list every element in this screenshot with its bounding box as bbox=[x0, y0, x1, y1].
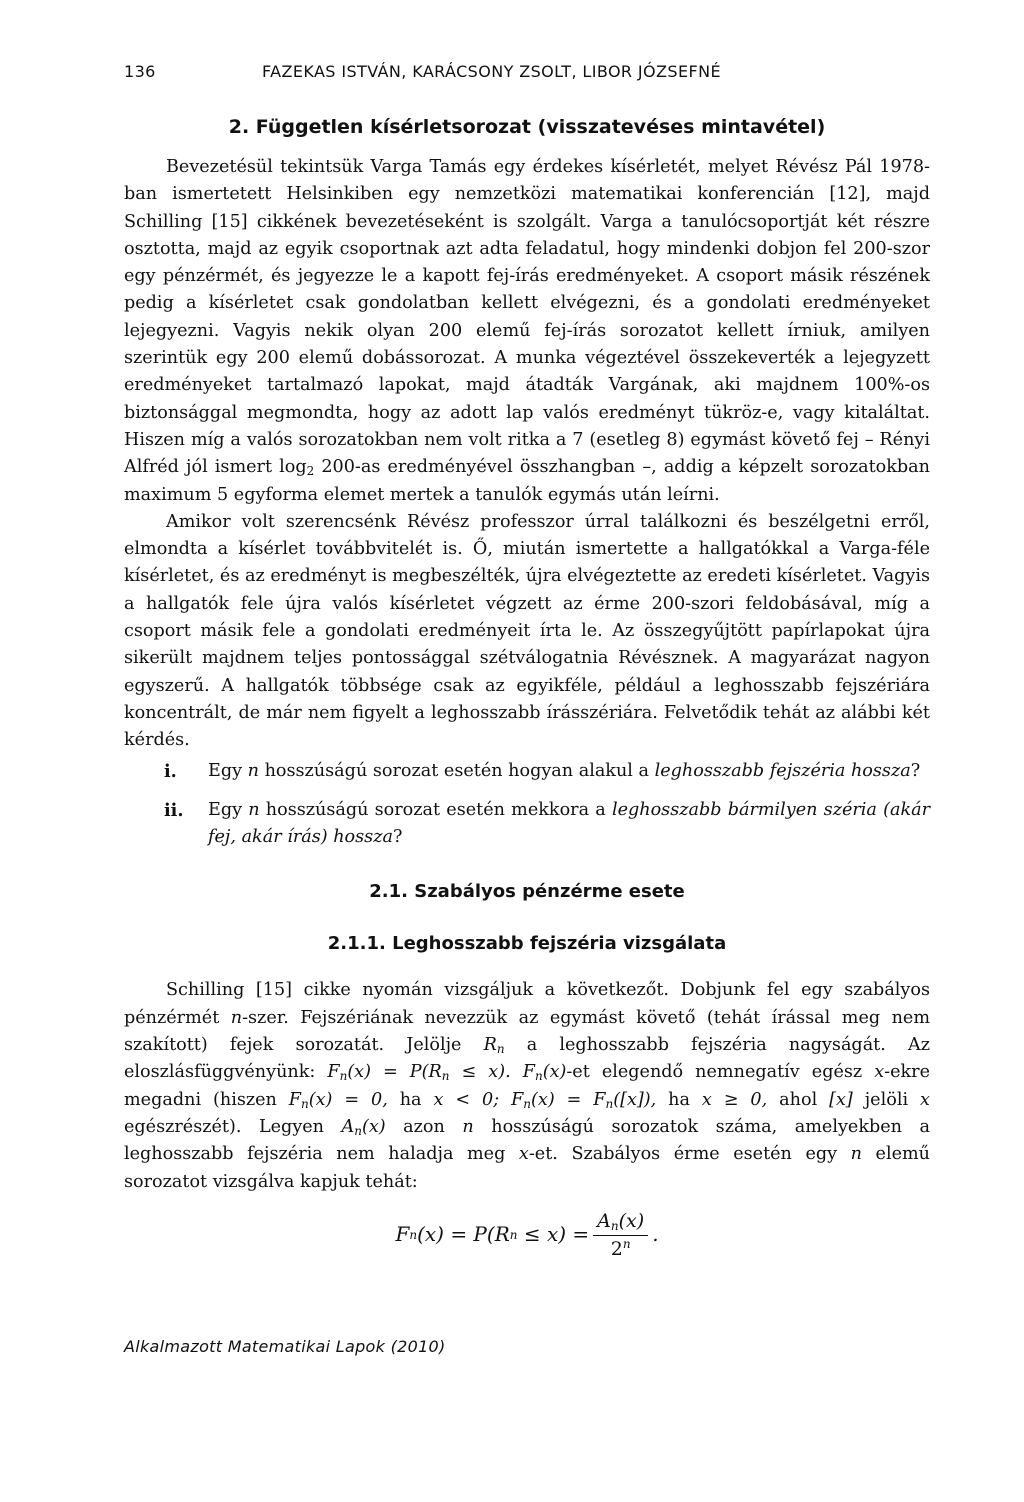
journal-footer: Alkalmazott Matematikai Lapok (2010) bbox=[124, 1337, 446, 1356]
running-header bbox=[124, 58, 930, 86]
formula-expression: F n (x) = P(R n ≤ x) = $\frac{A_n(x)}{2^n}$ . bbox=[395, 1209, 659, 1260]
question-emphasis: leghosszabb fejszéria hossza bbox=[654, 760, 911, 781]
question-number: ii. bbox=[164, 799, 184, 821]
running-title: FAZEKAS ISTVÁN, KARÁCSONY ZSOLT, LIBOR JÓZSEFNÉ bbox=[262, 62, 721, 81]
section-heading: 2. Független kísérletsorozat (visszatevéses mintavétel) bbox=[228, 116, 826, 138]
formula-fraction bbox=[593, 1208, 648, 1262]
page bbox=[124, 58, 930, 1268]
page-number: 136 bbox=[124, 62, 156, 81]
question-item bbox=[164, 758, 930, 785]
paragraph-intro-tail: 200-as eredményével összhangban –, addig a képzelt sorozatokban maximum 5 egyforma elemet mertek a tanulók egymás után leírni. bbox=[124, 457, 930, 505]
question-emphasis: leghosszabb bármilyen széria (akár fej, akár írás) hossza bbox=[208, 799, 931, 848]
paragraph-intro bbox=[124, 154, 930, 509]
question-item bbox=[164, 797, 930, 852]
paragraph-intro-text: Bevezetésül tekintsük Varga Tamás egy érdekes kísérletét, melyet Révész Pál 1978-ban ismertetett Helsinkiben egy nemzetközi matematikai konferencián [12], majd Schilling [15] cikkének bevezetéseként is szolgált. Varga a tanulócsoportját két részre osztotta, majd az egyik csoportnak azt adta feladatul, hogy mindenki dobjon fel 200-szor egy pénzérmét, és jegyezze le a kapott fej-írás eredményeket. A csoport másik részének pedig a kísérletet csak gondolatban kellett elvégezni, és a gondolati eredményeket lejegyezni. Vagyis nekik olyan 200 elemű fej-írás sorozatot kellett írniuk, amilyen szerintük egy 200 elemű dobássorozat. A munka végeztével összekeverték a lejegyzett eredményeket tartalmazó lapokat, majd átadták Vargának, aki majdnem 100%-os biztonsággal megmondta, hogy az adott lap valós eredményt tükröz-e, vagy kitaláltat. Hiszen míg a valós sorozatokban nem volt ritka a 7 (esetleg 8) egymást követő fej – Rényi Alfréd jól ismert bbox=[124, 157, 930, 478]
fraction-denominator: 2$^n$ bbox=[610, 1236, 631, 1260]
question-text: Egy n hosszúságú sorozat esetén hogyan alakul a leghosszabb fejszéria hossza? bbox=[208, 760, 921, 781]
question-number: i. bbox=[164, 760, 177, 782]
display-formula bbox=[124, 1208, 930, 1268]
subsection-heading: 2.1. Szabályos pénzérme esete bbox=[369, 881, 685, 903]
fraction-numerator: $A_n(x)$ bbox=[593, 1208, 648, 1236]
subsubsection-heading: 2.1.1. Leghosszabb fejszéria vizsgálata bbox=[327, 933, 727, 955]
paragraph-revesz: Amikor volt szerencsénk Révész professzor úrral találkozni és beszélgetni erről, elmondta a kísérlet továbbvitelét is. Ő, miután ismertette a hallgatókkal a Varga-féle kísérletet, és az eredményt is megbeszélték, újra elvégeztette az eredeti kísérletet. Vagyis a hallgatók fele újra valós kísérletet végzett az érme 200-szori feldobásával, míg a csoport másik fele a gondolati eredményeit írta le. Az összegyűjtött papírlapokat újra sikerült majdnem teljes pontossággal szétválogatnia Révésznek. A magyarázat nagyon egyszerű. A hallgatók többsége csak az egyikféle, például a leghosszabb fejszériára koncentrált, de már nem figyelt a leghosszabb írásszériára. Felvetődik tehát az alábbi két kérdés. bbox=[124, 511, 930, 751]
question-list bbox=[164, 758, 930, 852]
paragraph-schilling: Schilling [15] cikke nyomán vizsgáljuk a következőt. Dobjunk fel egy szabályos pénzérmét n-szer. Fejszériának nevezzük az egymást követő (tehát írással meg nem szakított) fejek sorozatát. Jelölje $R_n$ a leghosszabb fejszéria nagyságát. Az eloszlásfüggvényünk: $F_n(x) = P(R_n \le x)$. $F_n(x)-et$ elegendő nemnegatív egész x-ekre megadni (hiszen $F_n(x) = 0$, ha x < 0; $F_n(x) = F_n([x])$, ha x ≥ 0, ahol [x] jelöli x egészrészét). Legyen $A_n(x)$ azon n hosszúságú sorozatok száma, amelyekben a leghosszabb fejszéria nem haladja meg x-et. Szabályos érme esetén egy n elemű sorozatot vizsgálva kapjuk tehát: bbox=[124, 980, 931, 1192]
question-text: Egy n hosszúságú sorozat esetén mekkora a leghosszabb bármilyen széria (akár fej, akár írás) hossza? bbox=[208, 799, 931, 848]
log-term: $\log_2$ bbox=[279, 457, 315, 479]
log-base: 2 bbox=[306, 464, 315, 479]
